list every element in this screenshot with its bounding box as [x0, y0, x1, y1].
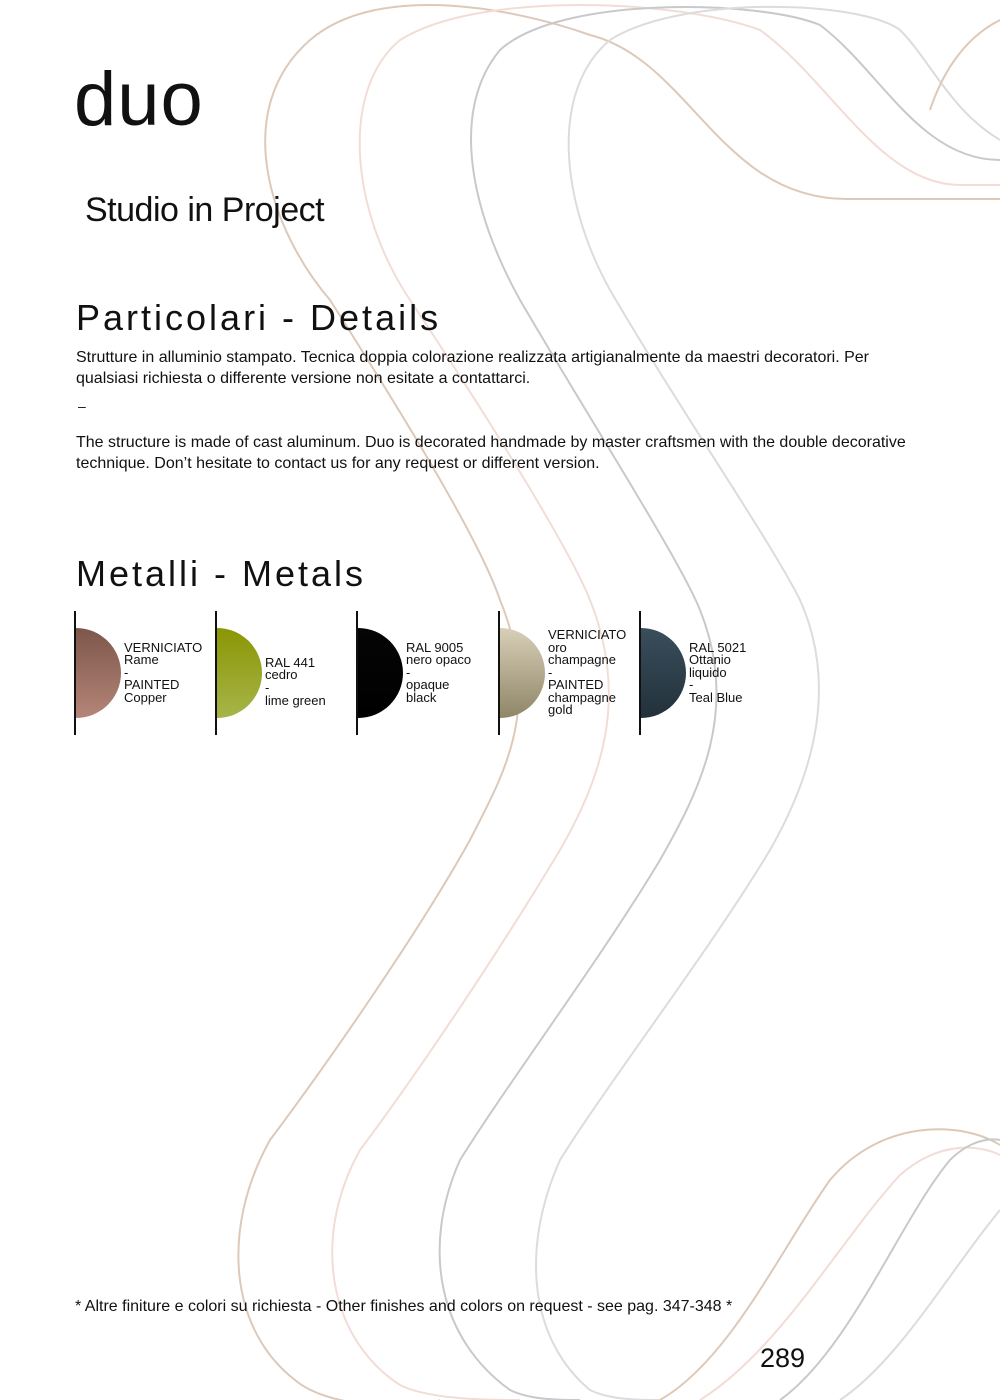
swatch-label	[265, 611, 357, 744]
swatch-label-line: Rame	[124, 652, 159, 668]
product-title: duo	[74, 57, 204, 142]
details-text-english: The structure is made of cast aluminum. Duo is decorated handmade by master craftsmen with the double decorative technique. Don’t hesitate to contact us for any request or different version.	[76, 434, 906, 472]
swatch-label-line: -	[265, 680, 270, 695]
language-separator: –	[78, 398, 86, 414]
swatch-label-line: black	[406, 689, 437, 705]
swatch-label-line: cedro	[265, 667, 298, 683]
finishes-footnote: * Altre finiture e colori su richiesta - Other finishes and colors on request - see pag. 347-348 *	[75, 1298, 733, 1315]
swatch-label-line: PAINTED	[124, 677, 180, 693]
swatch-color-chip	[358, 628, 403, 718]
swatch-color-chip	[76, 628, 121, 718]
swatch-label-line: PAINTED	[548, 677, 604, 693]
swatch-label-line: liquido	[689, 664, 727, 680]
swatch-label-line: nero opaco	[406, 652, 472, 668]
swatch-color-chip	[217, 628, 262, 718]
swatch-label-line: Teal Blue	[689, 689, 743, 705]
metal-swatch-list	[74, 611, 794, 735]
swatch-color-chip	[500, 628, 545, 718]
metal-swatch-champagne-gold	[498, 611, 638, 735]
details-heading: Particolari - Details	[76, 297, 442, 338]
page-number: 289	[760, 1343, 806, 1373]
swatch-label-line: RAL 9005	[406, 639, 464, 655]
swatch-label-line: RAL 441	[265, 654, 316, 670]
swatch-label-line: gold	[548, 702, 573, 718]
metal-swatch-copper	[74, 611, 214, 735]
swatch-label-line: oro	[548, 639, 567, 655]
swatch-label-line: champagne	[548, 652, 616, 668]
swatch-label-line: -	[689, 677, 694, 693]
swatch-label-line: champagne	[548, 689, 616, 705]
wave-line-light-grey-2	[840, 1210, 1000, 1400]
swatch-label-line: VERNICIATO	[124, 639, 203, 655]
swatch-label-line: opaque	[406, 677, 450, 693]
swatch-label	[689, 611, 781, 735]
swatch-label	[548, 611, 640, 735]
wave-line-pink-2	[700, 1148, 1000, 1400]
swatch-label-line: -	[548, 664, 553, 680]
metals-heading: Metalli - Metals	[76, 553, 367, 594]
swatch-color-chip	[641, 628, 686, 718]
swatch-label-line: RAL 5021	[689, 639, 747, 655]
swatch-label	[406, 611, 498, 735]
swatch-label-line: Copper	[124, 689, 167, 705]
metal-swatch-teal-blue	[639, 611, 779, 735]
metal-swatch-opaque-black	[356, 611, 496, 735]
details-text-italian: Strutture in alluminio stampato. Tecnica doppia colorazione realizzata artigianalmente da maestri decoratori. Per qualsiasi richiesta o differente versione non esitate a contattarci.	[76, 349, 870, 387]
swatch-label-line: VERNICIATO	[548, 626, 627, 642]
swatch-label	[124, 611, 216, 735]
swatch-label-line: Ottanio	[689, 652, 731, 668]
wave-line-grey-2	[780, 1139, 1000, 1400]
wave-line-beige-3	[930, 20, 1000, 110]
metal-swatch-lime-green	[215, 611, 355, 735]
designer-name: Studio in Project	[85, 191, 325, 229]
swatch-label-line: lime green	[265, 692, 326, 708]
swatch-label-line: -	[406, 664, 411, 680]
swatch-label-line: -	[124, 664, 129, 680]
